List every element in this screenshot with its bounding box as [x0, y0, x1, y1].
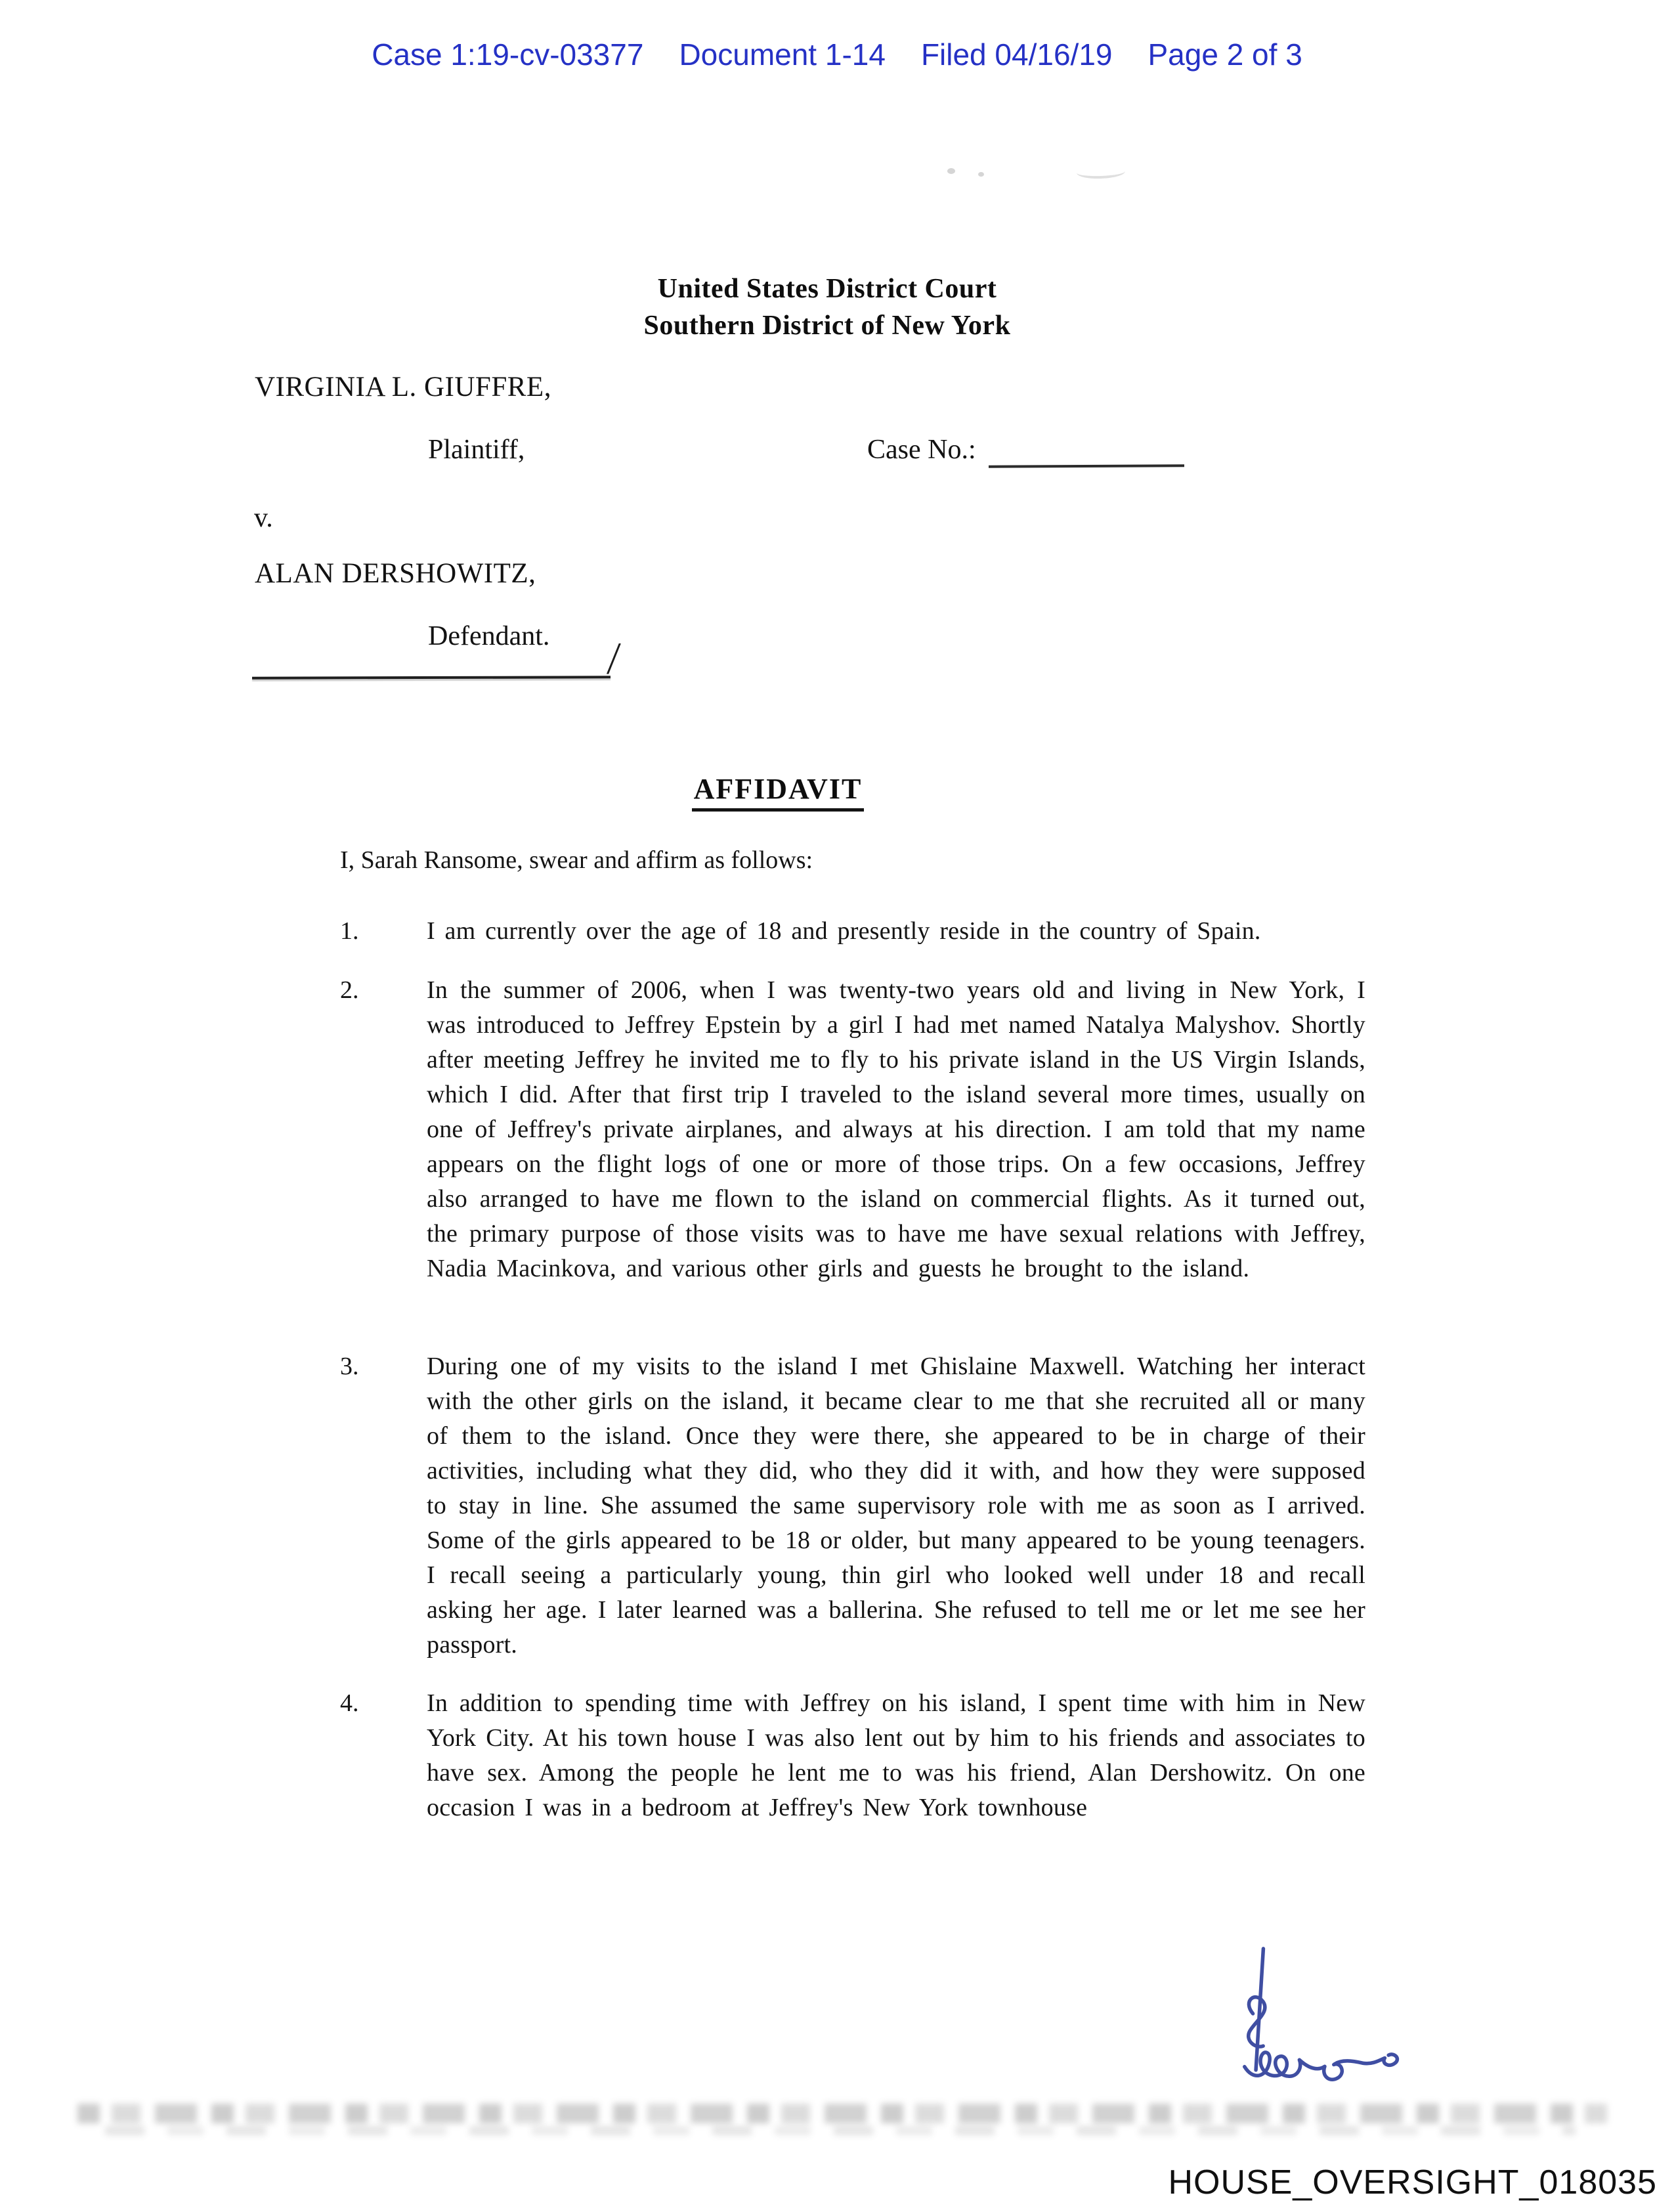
scan-speck [947, 168, 955, 174]
paragraph-number: 4. [340, 1689, 359, 1717]
filing-stamp-header [0, 38, 1674, 72]
paragraph-row [340, 914, 1365, 949]
scan-speck [978, 172, 984, 177]
court-heading [0, 271, 1654, 344]
paragraph-text: During one of my visits to the island I met Ghislaine Maxwell. Watching her interact with the other girls on the island, it became clear to me that she recruited all or many of them to the island. Once they were there, she appeared to be in charge of their activities, including what they did, who they did it with, and how they were supposed to stay in line. She assumed the same supervisory role with me as soon as I arrived. Some of the girls appeared to be 18 or older, but many appeared to be young teenagers. I recall seeing a particularly young, thin girl who looked well under 18 and recall asking her age. I later learned was a ballerina. She refused to tell me or let me see her passport. [427, 1353, 1365, 1659]
case-number-blank-line [989, 464, 1184, 468]
paragraph-number: 1. [340, 917, 359, 945]
paragraph-text: I am currently over the age of 18 and presently reside in the country of Spain. [427, 917, 1261, 945]
versus-label: v. [254, 503, 273, 533]
paragraph-number: 2. [340, 976, 359, 1004]
faded-text-band [77, 2104, 1607, 2123]
defendant-name: ALAN DERSHOWITZ, [255, 558, 536, 589]
caption-divider-rule [252, 676, 611, 679]
affidavit-title: AFFIDAVIT [692, 772, 865, 812]
paragraph-text: In the summer of 2006, when I was twenty-two years old and living in New York, I was introduced to Jeffrey Epstein by a girl I had met named Natalya Malyshov. Shortly after meeting Jeffrey he invited me to fly to his private island in the US Virgin Islands, which I did. After that first trip I traveled to the island several more times, usually on one of Jeffrey's private airplanes, and always at his direction. I am told that my name appears on the flight logs of one or more of those trips. On a few occasions, Jeffrey also arranged to have me flown to the island on commercial flights. As it turned out, the primary purpose of those visits was to have me have sexual relations with Jeffrey, Nadia Macinkova, and various other girls and guests he brought to the island. [427, 976, 1365, 1282]
bates-number: HOUSE_OVERSIGHT_018035 [1168, 2163, 1657, 2201]
case-number-label: Case No.: [867, 435, 976, 465]
court-name-line2: Southern District of New York [643, 311, 1011, 341]
plaintiff-role-label: Plaintiff, [428, 435, 525, 465]
paragraph-text: In addition to spending time with Jeffrey on his island, I spent time with him in New York City. At his town house I was also lent out by him to his friends and associates to have sex. Among the people he lent me to was his friend, Alan Dershowitz. On one occasion I was in a bedroom at Jeffrey's New York townhouse [427, 1689, 1365, 1821]
affidavit-title-wrap [0, 772, 1556, 812]
stamp-filed-date: Filed 04/16/19 [920, 37, 1113, 72]
paragraph-number: 3. [340, 1353, 359, 1380]
affidavit-intro: I, Sarah Ransome, swear and affirm as follows: [340, 846, 813, 874]
stamp-document-number: Document 1-14 [679, 37, 886, 72]
scan-squiggle [1077, 165, 1126, 180]
caption-slash: / [605, 632, 622, 685]
paragraph-row [340, 1686, 1365, 1825]
stamp-page-number: Page 2 of 3 [1148, 37, 1302, 72]
court-name-line1: United States District Court [657, 274, 997, 304]
stamp-case-number: Case 1:19-cv-03377 [372, 37, 644, 72]
paragraph-row [340, 973, 1365, 1286]
faded-text-band [105, 2126, 1576, 2135]
signature-ink [1212, 1932, 1417, 2102]
defendant-role-label: Defendant. [428, 621, 550, 651]
plaintiff-name: VIRGINIA L. GIUFFRE, [255, 372, 551, 402]
paragraph-row [340, 1349, 1365, 1662]
